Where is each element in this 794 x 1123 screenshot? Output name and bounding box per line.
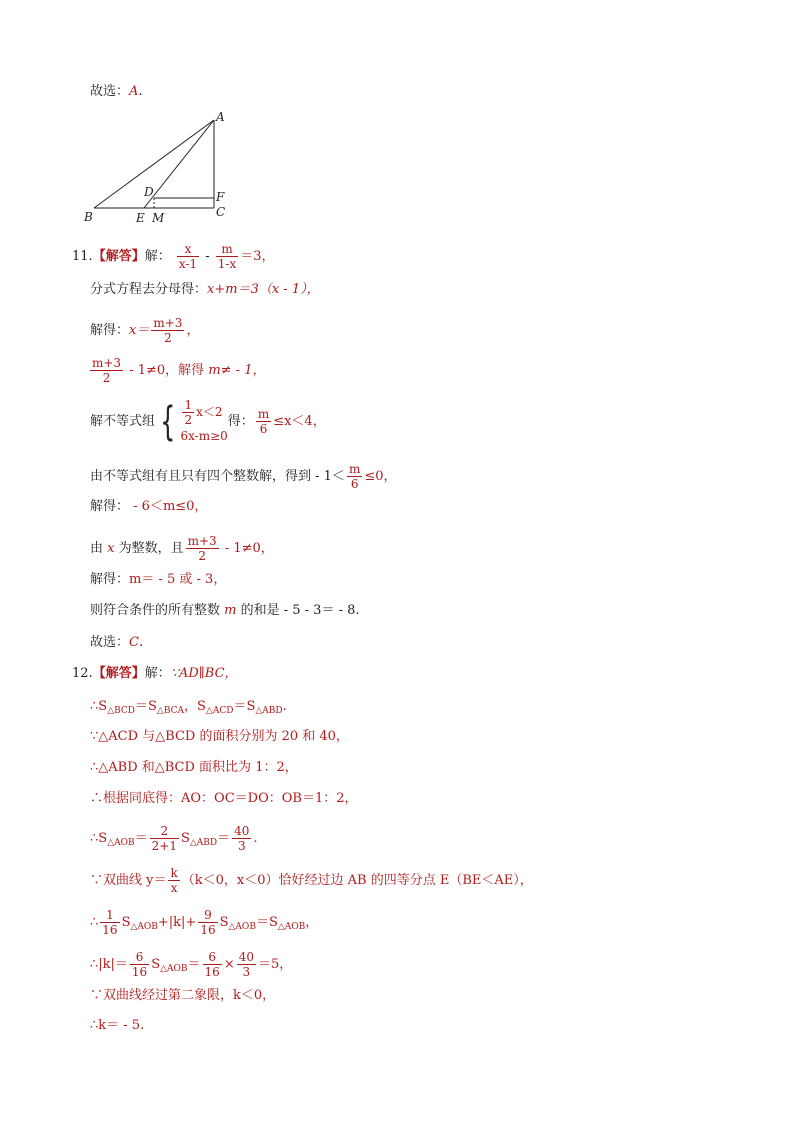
q11-line-7: 解得： - 6＜m≤0， — [90, 499, 208, 514]
q12-line-5: ∴根据同底得：AO：OC＝DO：OB＝1：2， — [90, 791, 358, 806]
fraction: $\frac{m}{6}$ — [348, 462, 361, 491]
brace-icon: { — [160, 398, 176, 445]
q11-line-5: 解不等式组 { $\frac{1}{2}$ x＜2 6x-m≥0 得： $\frac{m}{6}$ ≤x＜4， — [90, 398, 326, 445]
fraction: $\frac{40}{3}$ — [238, 950, 255, 979]
fraction: $\frac{1}{16}$ — [102, 908, 118, 937]
intro-line: 故选：A. — [90, 84, 143, 99]
fraction: $\frac{9}{16}$ — [200, 908, 216, 937]
label-A: A — [216, 110, 225, 124]
q12-line-3: ∵△ACD 与△BCD 的面积分别为 20 和 40， — [90, 729, 349, 744]
fraction: $\frac{6}{16}$ — [204, 950, 220, 979]
q11-line-2: 分式方程去分母得：x+m＝3（x - 1）， — [90, 282, 320, 297]
q11-line-11: 故选：C. — [90, 635, 144, 650]
fraction: $\frac{40}{3}$ — [234, 824, 250, 853]
q11-line-9: 解得：m＝ - 5 或 - 3， — [90, 572, 227, 587]
q11-line-10: 则符合条件的所有整数 m 的和是 - 5 - 3＝ - 8. — [90, 603, 360, 618]
q12-line-6: $\therefore S_{\triangle AOB}=$ $\frac{2}{2+1}$ $S_{\triangle ABD}=$ $\frac{40}{3}$ . — [90, 824, 258, 853]
q12-line-10: ∵双曲线经过第二象限，k＜0， — [90, 988, 276, 1003]
triangle-figure — [82, 108, 232, 230]
fraction: $\frac{m+3}{2}$ — [153, 316, 183, 345]
q11-line-8: 由 x 为整数，且 $\frac{m+3}{2}$ - 1≠0， — [90, 534, 274, 563]
fraction: $\frac{2}{2+1}$ — [151, 824, 177, 853]
q11-line-1: 11.【解答】解： $\frac{x}{x-1}$ - $\frac{m}{1-x}$ ＝3， — [72, 242, 275, 271]
q12-line-7: ∵双曲线 y＝ $\frac{k}{x}$ （k＜0，x＜0）恰好经过边 AB 的四等分点 E（BE＜AE）， — [90, 866, 533, 895]
q11-line-6: 由不等式组有且只有四个整数解，得到 - 1＜ $\frac{m}{6}$ ≤0， — [90, 462, 397, 491]
label-C: C — [216, 205, 226, 219]
fraction: $\frac{1}{2}$ — [184, 398, 193, 427]
label-F: F — [216, 190, 225, 204]
fraction: $\frac{k}{x}$ — [170, 866, 178, 895]
label-M: M — [152, 211, 165, 225]
q12-line-1: 12.【解答】解：∵AD∥BC， — [72, 666, 238, 681]
fraction: $\frac{6}{16}$ — [131, 950, 148, 979]
q11-line-4: $\frac{m+3}{2}$ - 1≠0，解得 m≠ - 1， — [92, 356, 266, 385]
q12-line-4: ∴△ABD 和△BCD 面积比为 1：2， — [90, 760, 298, 775]
q12-line-2: $\therefore S_{\triangle BCD}=S_{\triangle BCA}$，$S_{\triangle ACD}=S_{\triangle ABD}$. — [90, 699, 287, 716]
label-B: B — [84, 210, 93, 224]
label-D: D — [144, 185, 154, 199]
fraction: $\frac{m+3}{2}$ — [187, 534, 217, 563]
fraction: $\frac{m}{1-x}$ — [217, 242, 237, 271]
q12-line-8: ∴ $\frac{1}{16}$ $S_{\triangle AOB}+|k|+$ $\frac{9}{16}$ $S_{\triangle AOB}=S_{\triangle AOB}$， — [90, 908, 319, 937]
fraction: $\frac{m+3}{2}$ — [92, 356, 122, 385]
inequality-system: { $\frac{1}{2}$ x＜2 6x-m≥0 — [160, 398, 228, 445]
fraction: $\frac{x}{x-1}$ — [178, 242, 198, 271]
q12-line-11: ∴k＝ - 5. — [90, 1018, 145, 1033]
q12-line-9: ∴|k|＝ $\frac{6}{16}$ $S_{\triangle AOB}=$ $\frac{6}{16}$ × $\frac{40}{3}$ ＝5， — [90, 950, 293, 979]
q11-line-3: 解得：x＝ $\frac{m+3}{2}$ ， — [90, 316, 200, 345]
fraction: $\frac{m}{6}$ — [257, 407, 270, 436]
label-E: E — [136, 211, 145, 225]
